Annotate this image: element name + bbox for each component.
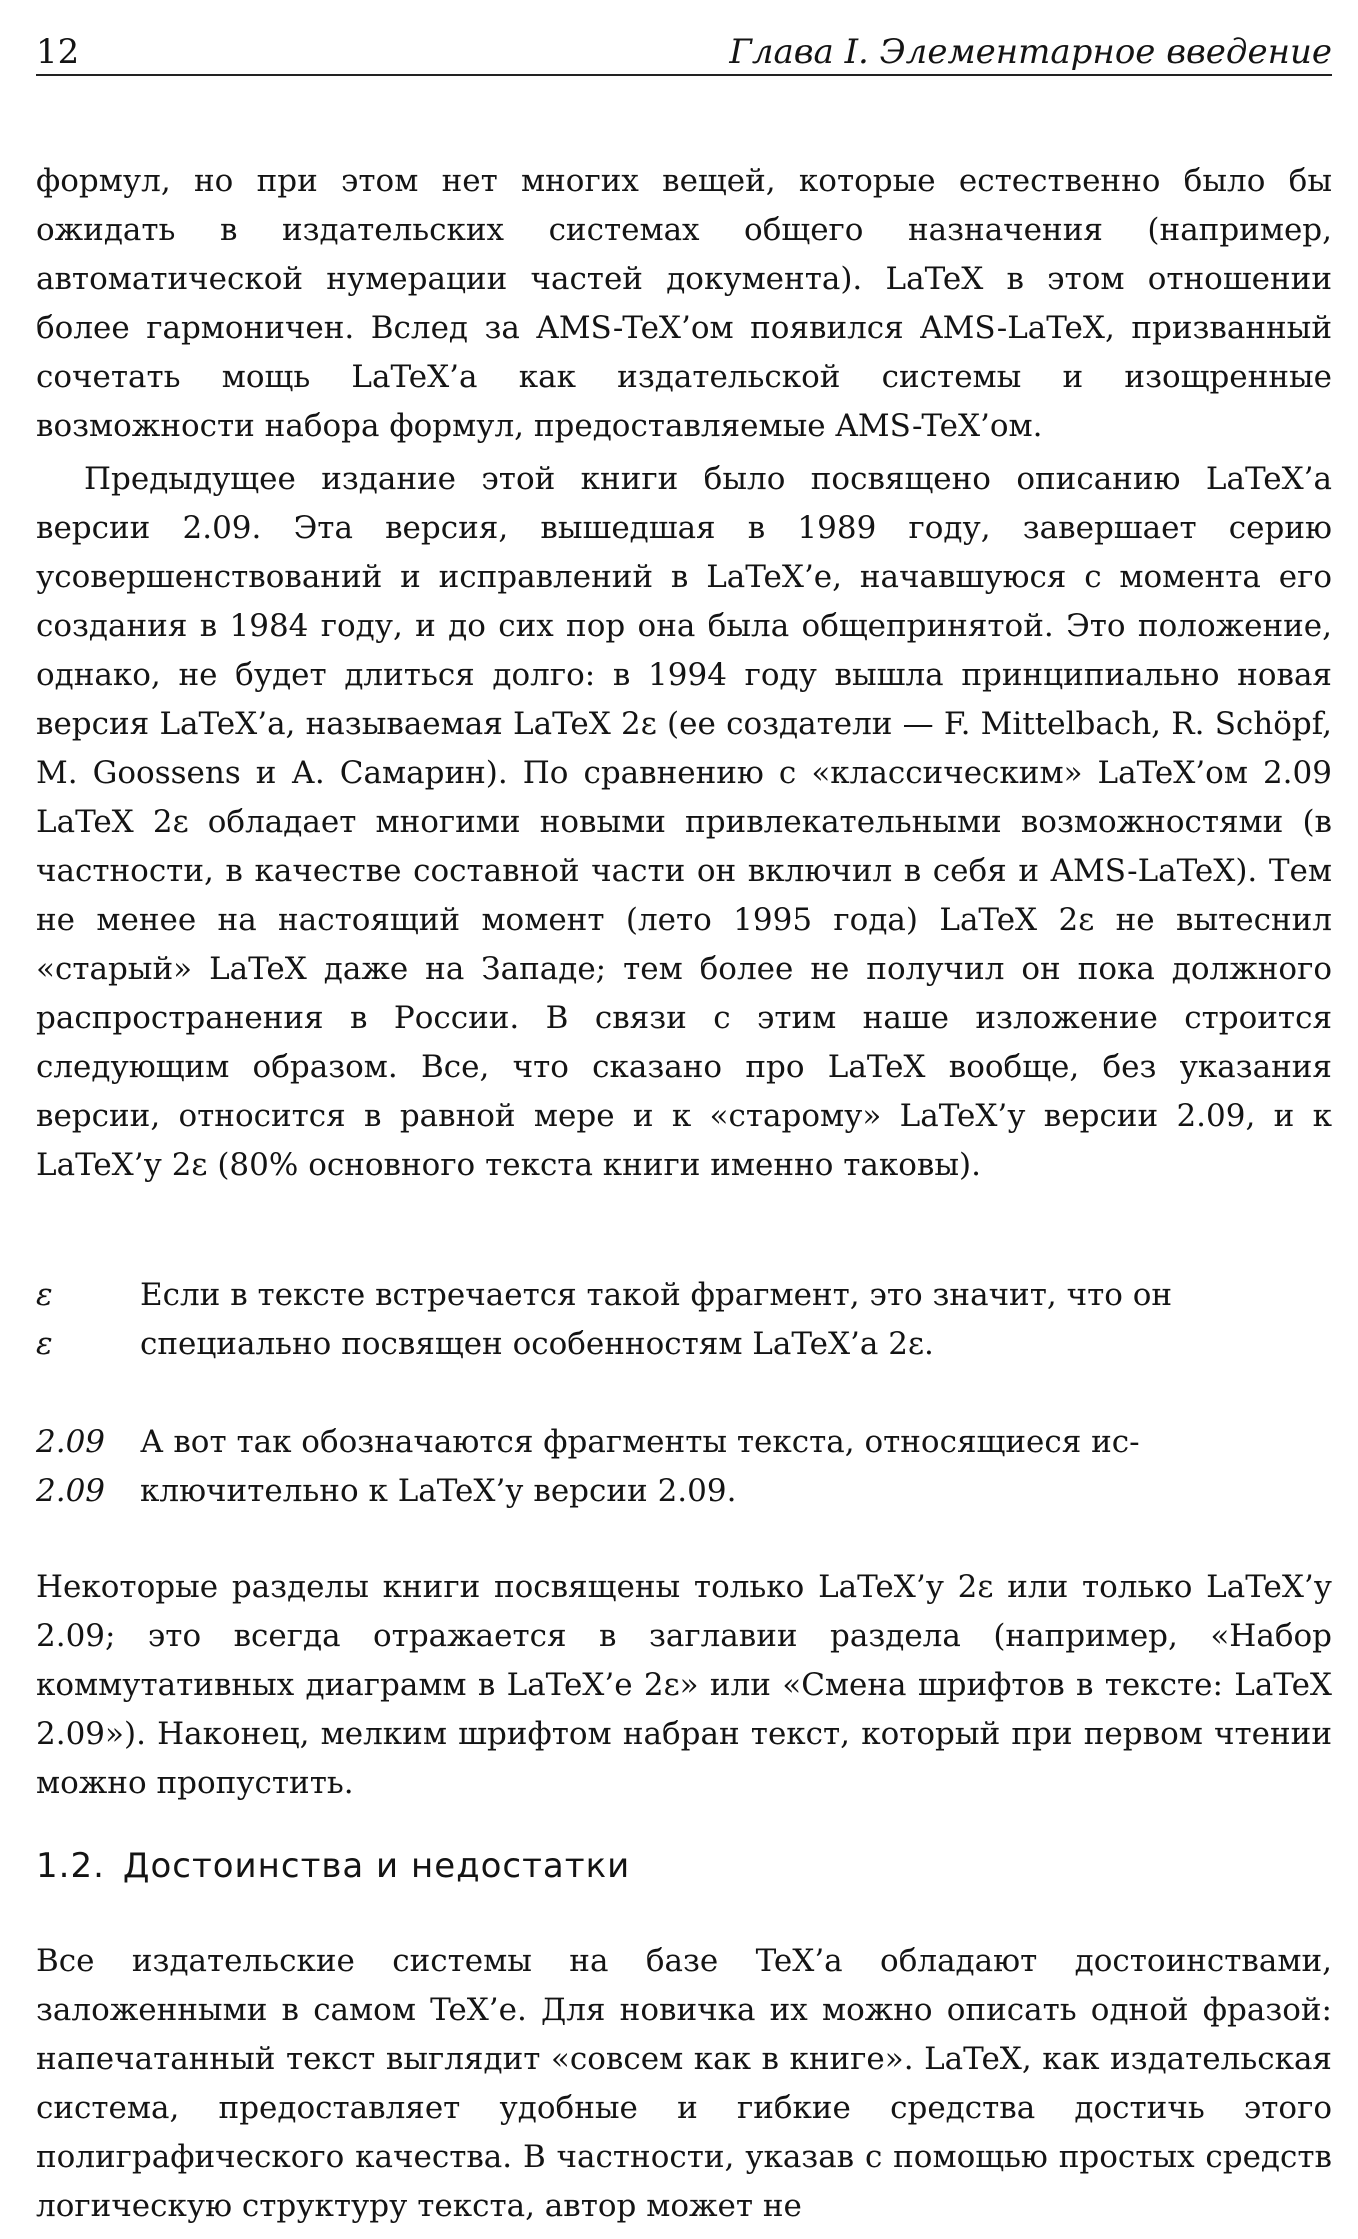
- version-209-note-line-1: [36, 1418, 1332, 1467]
- paragraph-3: Некоторые разделы книги посвящены только LaTeX’у 2ε или только LaTeX’у 2.09; это всегда отражается в заглавии раздела (например, «Набор коммутативных диаграмм в LaTeX’е 2ε» или «Смена шрифтов в тексте: LaTeX 2.09»). Наконец, мелким шрифтом набран текст, который при первом чтении можно пропустить.: [36, 1569, 1332, 1801]
- section-number: 1.2.: [36, 1846, 105, 1886]
- page-number: 12: [36, 32, 80, 72]
- epsilon-note-text-2: специально посвящен особенностям LaTeX’а 2ε.: [140, 1326, 934, 1362]
- version-209-marker: 2.09: [36, 1424, 106, 1460]
- epsilon-marker: ε: [36, 1326, 53, 1362]
- version-209-note-line-2: [36, 1467, 1332, 1516]
- version-209-note: [36, 1418, 1332, 1516]
- epsilon-note-line-1: [36, 1271, 1332, 1320]
- page-header: [36, 28, 1332, 76]
- version-209-note-text-2: ключительно к LaTeX’у версии 2.09.: [140, 1473, 737, 1509]
- section-title: Достоинства и недостатки: [122, 1846, 631, 1886]
- running-title: Глава I. Элементарное введение: [729, 32, 1332, 72]
- epsilon-marker: ε: [36, 1277, 53, 1313]
- version-209-marker: 2.09: [36, 1473, 106, 1509]
- epsilon-note: [36, 1271, 1332, 1369]
- paragraph-2: Предыдущее издание этой книги было посвящено описанию LaTeX’а версии 2.09. Эта версия, вышедшая в 1989 году, завершает серию усовершенствований и исправлений в LaTeX’е, начавшуюся с момента его создания в 1984 году, и до сих пор она была общепринятой. Это положение, однако, не будет длиться долго: в 1994 году вышла принципиально новая версия LaTeX’а, называемая LaTeX 2ε (ее создатели — F. Mittelbach, R. Schöpf, M. Goossens и А. Самарин). По сравнению с «классическим» LaTeX’ом 2.09 LaTeX 2ε обладает многими новыми привлекательными возможностями (в частности, в качестве составной части он включил в себя и AMS-LaTeX). Тем не менее на настоящий момент (лето 1995 года) LaTeX 2ε не вытеснил «старый» LaTeX даже на Западе; тем более не получил он пока должного распространения в России. В связи с этим наше изложение строится следующим образом. Все, что сказано про LaTeX вообще, без указания версии, относится в равной мере и к «старому» LaTeX’у версии 2.09, и к LaTeX’у 2ε (80% основного текста книги именно таковы).: [36, 461, 1332, 1183]
- epsilon-note-text-1: Если в тексте встречается такой фрагмент, это значит, что он: [140, 1277, 1173, 1313]
- paragraph-1: формул, но при этом нет многих вещей, которые естественно было бы ожидать в издательских системах общего назначения (например, автоматической нумерации частей документа). LaTeX в этом отношении более гармоничен. Вслед за AMS-TeX’ом появился AMS-LaTeX, призванный сочетать мощь LaTeX’а как издательской системы и изощренные возможности набора формул, предоставляемые AMS-TeX’ом.: [36, 163, 1332, 444]
- section-heading: [36, 1846, 630, 1886]
- epsilon-note-line-2: [36, 1320, 1332, 1369]
- paragraph-4: Все издательские системы на базе TeX’а обладают достоинствами, заложенными в самом TeX’е. Для новичка их можно описать одной фразой: напечатанный текст выглядит «совсем как в книге». LaTeX, как издательская система, предоставляет удобные и гибкие средства достичь этого полиграфического качества. В частности, указав с помощью простых средств логическую структуру текста, автор может не: [36, 1943, 1332, 2224]
- version-209-note-text-1: А вот так обозначаются фрагменты текста, относящиеся ис-: [140, 1424, 1140, 1460]
